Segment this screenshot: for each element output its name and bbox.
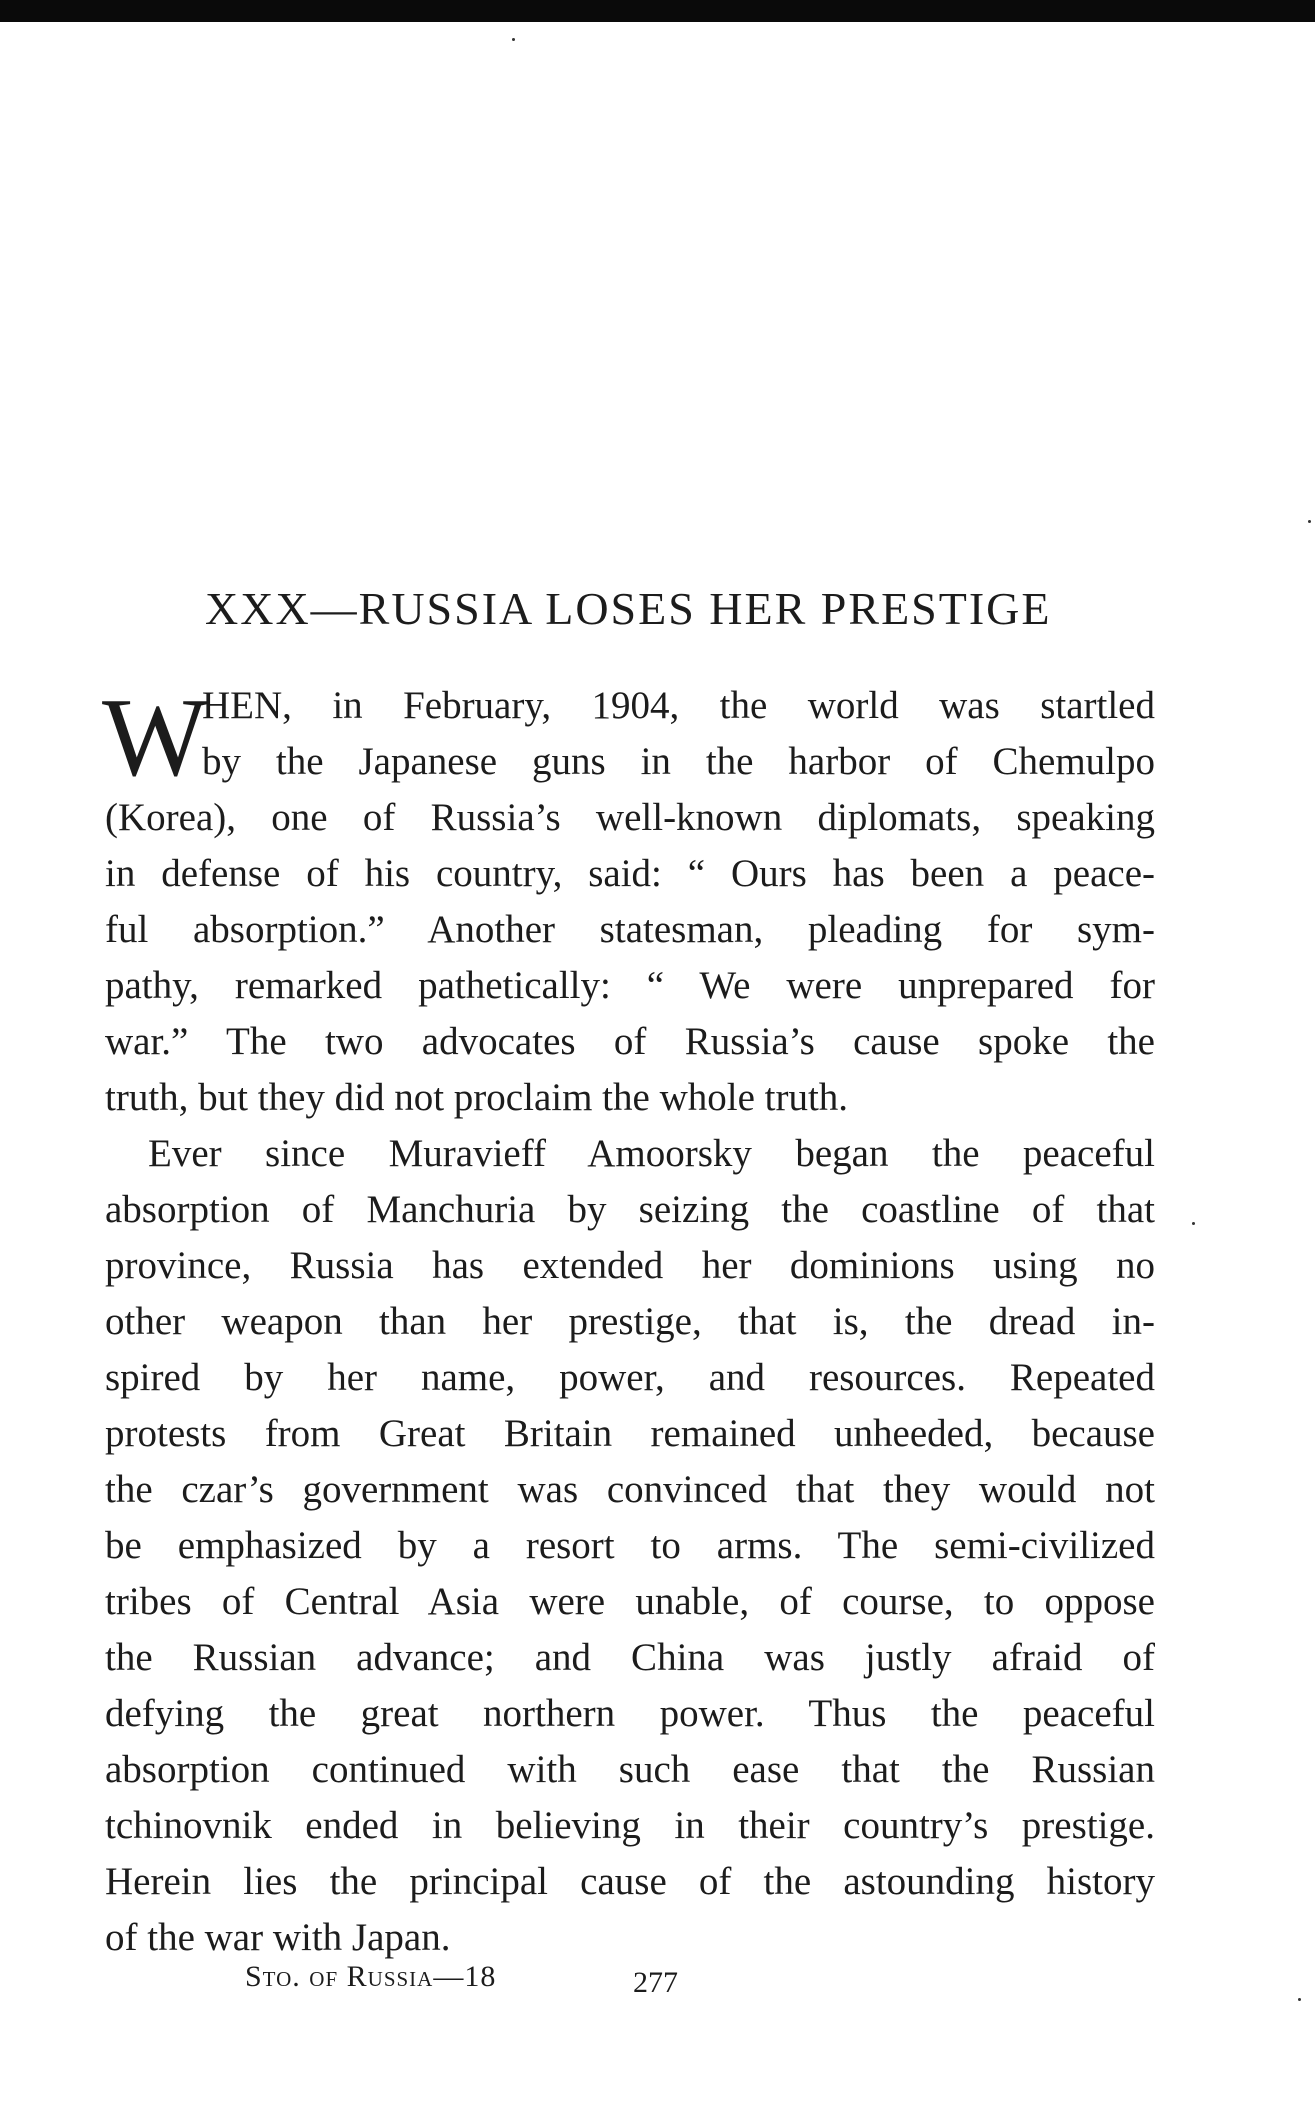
scan-speck <box>1308 520 1311 523</box>
drop-cap: W <box>102 676 208 800</box>
scan-speck <box>1192 1222 1195 1225</box>
text-line: HEN, in February, 1904, the world was startled <box>202 684 1155 727</box>
text-line: absorption continued with such ease that the Russian <box>105 1748 1155 1791</box>
text-line: (Korea), one of Russia’s well-known diplomats, speaking <box>105 796 1155 839</box>
text-line: other weapon than her prestige, that is, the dread in- <box>105 1300 1155 1343</box>
text-line: ful absorption.” Another statesman, pleading for sym- <box>105 908 1155 951</box>
text-line: by the Japanese guns in the harbor of Chemulpo <box>202 740 1155 783</box>
text-line: the Russian advance; and China was justly afraid of <box>105 1636 1155 1679</box>
signature-mark: Sto. of Russia—18 <box>245 1960 497 1993</box>
text-line: absorption of Manchuria by seizing the coastline of that <box>105 1188 1155 1231</box>
paragraph-2 <box>105 1126 1155 1966</box>
page-footer <box>245 1955 945 1999</box>
text-line: Herein lies the principal cause of the astounding history <box>105 1860 1155 1903</box>
text-line: protests from Great Britain remained unheeded, because <box>105 1412 1155 1455</box>
scan-speck <box>512 38 515 41</box>
paragraph-1 <box>105 678 1155 1126</box>
chapter-title: XXX—RUSSIA LOSES HER PRESTIGE <box>205 583 1052 634</box>
text-line: Ever since Muravieff Amoorsky began the peaceful <box>148 1132 1155 1175</box>
text-line: province, Russia has extended her dominions using no <box>105 1244 1155 1287</box>
text-line: the czar’s government was convinced that they would not <box>105 1468 1155 1511</box>
page-number: 277 <box>633 1966 678 1999</box>
text-line: defying the great northern power. Thus the peaceful <box>105 1692 1155 1735</box>
text-line: spired by her name, power, and resources. Repeated <box>105 1356 1155 1399</box>
scan-speck <box>1298 1998 1301 2001</box>
text-line: tchinovnik ended in believing in their country’s prestige. <box>105 1804 1155 1847</box>
text-line: truth, but they did not proclaim the whole truth. <box>105 1076 849 1119</box>
body-text <box>102 676 1155 1966</box>
scan-top-edge <box>0 0 1315 22</box>
text-line: in defense of his country, said: “ Ours has been a peace- <box>105 852 1155 895</box>
text-line: of the war with Japan. <box>105 1916 451 1959</box>
text-line: war.” The two advocates of Russia’s cause spoke the <box>105 1020 1155 1063</box>
text-line: tribes of Central Asia were unable, of course, to oppose <box>105 1580 1155 1623</box>
text-line: pathy, remarked pathetically: “ We were unprepared for <box>105 964 1155 1007</box>
text-line: be emphasized by a resort to arms. The semi-civilized <box>105 1524 1155 1567</box>
